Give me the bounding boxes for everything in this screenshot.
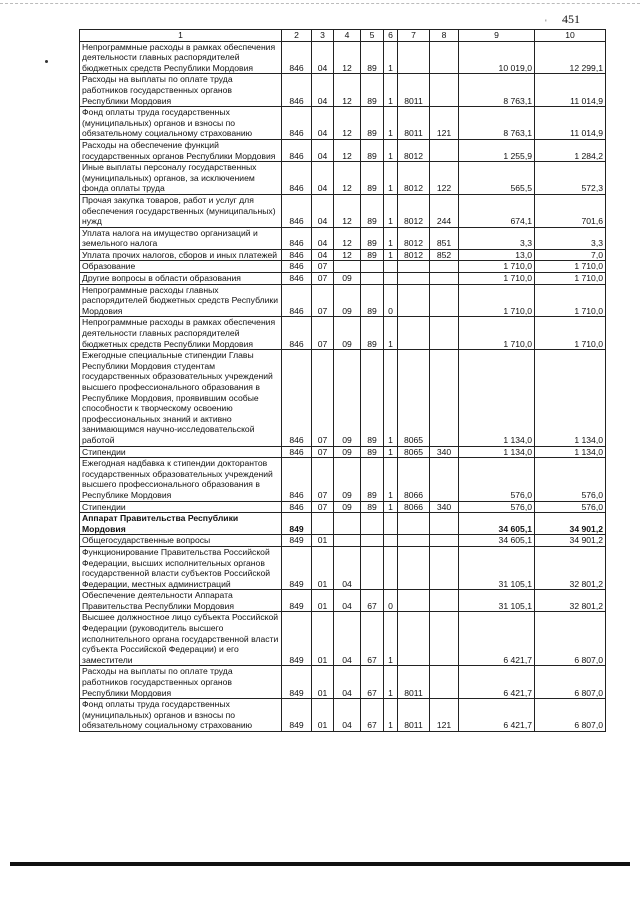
table-row [80,699,606,732]
subsection-cell: 12 [334,41,361,74]
item-name-cell: Обеспечение деятельности Аппарата Правительства Республики Мордовия [80,590,282,612]
gr-code-cell: 846 [282,139,312,161]
program-cell: 89 [361,446,384,458]
article-cell [398,261,430,273]
section-cell: 01 [312,546,334,589]
gr-code-cell: 846 [282,284,312,317]
amount-year2-cell: 3,3 [535,227,606,249]
amount-year1-cell: 10 019,0 [459,41,535,74]
subsection-cell: 09 [334,501,361,513]
item-name-cell: Стипендии [80,501,282,513]
expense-type-cell [430,535,459,547]
expense-type-cell [430,458,459,501]
gr-code-cell: 849 [282,590,312,612]
article-cell: 8065 [398,350,430,446]
gr-code-cell: 849 [282,666,312,699]
item-name-cell: Другие вопросы в области образования [80,273,282,285]
subprogram-cell: 1 [384,249,398,261]
program-cell: 89 [361,74,384,107]
gr-code-cell: 846 [282,501,312,513]
amount-year1-cell: 576,0 [459,501,535,513]
section-cell: 04 [312,41,334,74]
item-name-cell: Высшее должностное лицо субъекта Российской Федерации (руководитель высшего исполнительного органа государственной власти субъекта Российской Федерации) и его заместители [80,612,282,666]
program-cell: 89 [361,162,384,195]
item-name-cell: Непрограммные расходы в рамках обеспечения деятельности главных распорядителей бюджетных средств Республики Мордовия [80,317,282,350]
program-cell [361,535,384,547]
program-cell: 89 [361,458,384,501]
item-name-cell: Общегосударственные вопросы [80,535,282,547]
subprogram-cell: 1 [384,107,398,140]
gr-code-cell: 846 [282,261,312,273]
gr-code-cell: 849 [282,699,312,732]
scan-top-edge [0,3,640,4]
amount-year2-cell: 7,0 [535,249,606,261]
gr-code-cell: 846 [282,249,312,261]
subsection-cell: 04 [334,590,361,612]
expense-type-cell [430,513,459,535]
header-cell: 5 [361,30,384,42]
program-cell [361,546,384,589]
table-row [80,194,606,227]
article-cell [398,317,430,350]
program-cell: 89 [361,194,384,227]
program-cell: 67 [361,699,384,732]
gr-code-cell: 846 [282,446,312,458]
section-cell: 07 [312,350,334,446]
table-row [80,107,606,140]
article-cell: 8012 [398,162,430,195]
expense-type-cell [430,590,459,612]
header-cell: 10 [535,30,606,42]
subsection-cell: 04 [334,546,361,589]
amount-year2-cell: 11 014,9 [535,74,606,107]
gr-code-cell: 846 [282,458,312,501]
amount-year1-cell: 6 421,7 [459,699,535,732]
item-name-cell: Фонд оплаты труда государственных (муниципальных) органов и взносы по обязательному социальному страхованию [80,107,282,140]
program-cell: 89 [361,41,384,74]
amount-year2-cell: 6 807,0 [535,699,606,732]
section-cell: 07 [312,458,334,501]
subprogram-cell: 0 [384,284,398,317]
table-row [80,446,606,458]
gr-code-cell: 849 [282,612,312,666]
table-row [80,284,606,317]
subsection-cell: 09 [334,273,361,285]
table-row [80,612,606,666]
subsection-cell: 12 [334,249,361,261]
amount-year2-cell: 32 801,2 [535,590,606,612]
gr-code-cell: 846 [282,273,312,285]
amount-year1-cell: 13,0 [459,249,535,261]
table-row [80,546,606,589]
amount-year1-cell: 565,5 [459,162,535,195]
subsection-cell: 09 [334,446,361,458]
subsection-cell: 04 [334,666,361,699]
subprogram-cell: 1 [384,501,398,513]
table-row [80,666,606,699]
gr-code-cell: 849 [282,535,312,547]
amount-year1-cell: 1 255,9 [459,139,535,161]
subsection-cell: 09 [334,317,361,350]
program-cell: 89 [361,317,384,350]
expense-type-cell: 851 [430,227,459,249]
amount-year1-cell: 8 763,1 [459,74,535,107]
amount-year2-cell: 6 807,0 [535,666,606,699]
subsection-cell: 12 [334,74,361,107]
expense-type-cell [430,261,459,273]
expense-type-cell: 121 [430,107,459,140]
amount-year2-cell: 6 807,0 [535,612,606,666]
margin-dot [45,60,48,63]
gr-code-cell: 846 [282,317,312,350]
article-cell [398,41,430,74]
table-row [80,317,606,350]
amount-year2-cell: 701,6 [535,194,606,227]
item-name-cell: Образование [80,261,282,273]
amount-year2-cell: 1 710,0 [535,273,606,285]
subprogram-cell [384,513,398,535]
subprogram-cell: 1 [384,446,398,458]
amount-year2-cell: 34 901,2 [535,513,606,535]
item-name-cell: Непрограммные расходы главных распорядителей бюджетных средств Республики Мордовия [80,284,282,317]
item-name-cell: Расходы на выплаты по оплате труда работников государственных органов Республики Мордовия [80,74,282,107]
amount-year1-cell: 3,3 [459,227,535,249]
subprogram-cell: 1 [384,162,398,195]
expense-type-cell: 244 [430,194,459,227]
subprogram-cell: 1 [384,666,398,699]
subprogram-cell: 1 [384,458,398,501]
amount-year2-cell: 11 014,9 [535,107,606,140]
section-cell: 04 [312,162,334,195]
item-name-cell: Прочая закупка товаров, работ и услуг для обеспечения государственных (муниципальных) нужд [80,194,282,227]
item-name-cell: Аппарат Правительства Республики Мордовия [80,513,282,535]
expense-type-cell: 121 [430,699,459,732]
amount-year1-cell: 6 421,7 [459,612,535,666]
subsection-cell: 04 [334,612,361,666]
table-row [80,501,606,513]
section-cell: 07 [312,261,334,273]
gr-code-cell: 846 [282,162,312,195]
item-name-cell: Уплата налога на имущество организаций и земельного налога [80,227,282,249]
amount-year2-cell: 32 801,2 [535,546,606,589]
amount-year1-cell: 1 134,0 [459,350,535,446]
article-cell [398,546,430,589]
subsection-cell: 12 [334,162,361,195]
amount-year2-cell: 1 710,0 [535,284,606,317]
header-cell: 7 [398,30,430,42]
article-cell [398,590,430,612]
header-cell: 3 [312,30,334,42]
header-cell: 2 [282,30,312,42]
subsection-cell: 09 [334,350,361,446]
amount-year1-cell: 1 134,0 [459,446,535,458]
subsection-cell: 09 [334,458,361,501]
section-cell: 07 [312,284,334,317]
program-cell: 89 [361,249,384,261]
expense-type-cell: 340 [430,446,459,458]
section-cell: 01 [312,535,334,547]
article-cell: 8066 [398,501,430,513]
amount-year2-cell: 12 299,1 [535,41,606,74]
subsection-cell: 04 [334,699,361,732]
section-cell: 01 [312,666,334,699]
item-name-cell: Иные выплаты персоналу государственных (муниципальных) органов, за исключением фонда оплаты труда [80,162,282,195]
expense-type-cell [430,317,459,350]
subsection-cell: 12 [334,107,361,140]
item-name-cell: Уплата прочих налогов, сборов и иных платежей [80,249,282,261]
scan-bottom-edge [10,862,630,866]
article-cell: 8012 [398,139,430,161]
page-number: 451 [562,12,580,26]
section-cell: 01 [312,590,334,612]
amount-year1-cell: 6 421,7 [459,666,535,699]
section-cell: 07 [312,446,334,458]
subprogram-cell: 1 [384,74,398,107]
expense-type-cell: 852 [430,249,459,261]
amount-year2-cell: 1 134,0 [535,350,606,446]
subprogram-cell [384,273,398,285]
expense-type-cell [430,74,459,107]
gr-code-cell: 846 [282,194,312,227]
program-cell: 89 [361,284,384,317]
amount-year2-cell: 572,3 [535,162,606,195]
expense-type-cell: 122 [430,162,459,195]
header-cell: 8 [430,30,459,42]
item-name-cell: Стипендии [80,446,282,458]
table-row [80,74,606,107]
amount-year2-cell: 576,0 [535,458,606,501]
subprogram-cell: 1 [384,194,398,227]
amount-year1-cell: 31 105,1 [459,546,535,589]
article-cell: 8011 [398,74,430,107]
subprogram-cell: 1 [384,41,398,74]
expense-type-cell [430,666,459,699]
amount-year1-cell: 1 710,0 [459,284,535,317]
section-cell: 07 [312,317,334,350]
item-name-cell: Расходы на обеспечение функций государственных органов Республики Мордовия [80,139,282,161]
table-row [80,458,606,501]
section-cell: 04 [312,249,334,261]
header-cell: 1 [80,30,282,42]
section-cell: 04 [312,227,334,249]
article-cell: 8011 [398,666,430,699]
gr-code-cell: 846 [282,107,312,140]
table-row [80,261,606,273]
amount-year1-cell: 674,1 [459,194,535,227]
subprogram-cell: 1 [384,317,398,350]
budget-table [79,29,606,732]
program-cell [361,261,384,273]
gr-code-cell: 849 [282,513,312,535]
article-cell: 8066 [398,458,430,501]
section-cell: 07 [312,273,334,285]
table-row [80,162,606,195]
amount-year2-cell: 1 284,2 [535,139,606,161]
section-cell: 04 [312,194,334,227]
subsection-cell: 12 [334,227,361,249]
expense-type-cell [430,284,459,317]
program-cell: 89 [361,107,384,140]
amount-year1-cell: 31 105,1 [459,590,535,612]
program-cell: 67 [361,590,384,612]
article-cell [398,273,430,285]
subsection-cell [334,261,361,273]
subprogram-cell: 1 [384,699,398,732]
amount-year1-cell: 34 605,1 [459,513,535,535]
item-name-cell: Ежегодные специальные стипендии Главы Республики Мордовия студентам государственных образовательных учреждений высшего профессионального образования в Республике Мордовия, проявившим особые способности к творческому освоению профессиональных знаний и активно занимающимся научно-исследовательской работой [80,350,282,446]
table-row [80,41,606,74]
expense-type-cell [430,273,459,285]
table-row [80,249,606,261]
expense-type-cell [430,546,459,589]
subprogram-cell: 1 [384,227,398,249]
article-cell: 8012 [398,194,430,227]
header-cell: 6 [384,30,398,42]
amount-year2-cell: 1 710,0 [535,317,606,350]
section-cell: 07 [312,501,334,513]
subprogram-cell: 0 [384,590,398,612]
program-cell: 89 [361,350,384,446]
program-cell: 89 [361,139,384,161]
item-name-cell: Функционирование Правительства Российской Федерации, высших исполнительных органов государственной власти субъектов Российской Федерации, местных администраций [80,546,282,589]
subsection-cell [334,513,361,535]
section-cell: 01 [312,699,334,732]
subprogram-cell: 1 [384,350,398,446]
article-cell [398,513,430,535]
header-cell: 9 [459,30,535,42]
subprogram-cell [384,546,398,589]
article-cell: 8065 [398,446,430,458]
expense-type-cell [430,612,459,666]
program-cell: 67 [361,666,384,699]
subprogram-cell: 1 [384,139,398,161]
amount-year1-cell: 34 605,1 [459,535,535,547]
amount-year2-cell: 34 901,2 [535,535,606,547]
table-row [80,513,606,535]
section-cell: 04 [312,107,334,140]
amount-year1-cell: 1 710,0 [459,317,535,350]
table-row [80,535,606,547]
expense-type-cell [430,350,459,446]
subsection-cell [334,535,361,547]
item-name-cell: Ежегодная надбавка к стипендии докторантов государственных образовательных учреждений высшего профессионального образования в Республике Мордовия [80,458,282,501]
program-cell [361,273,384,285]
article-cell: 8012 [398,227,430,249]
gr-code-cell: 846 [282,74,312,107]
article-cell: 8011 [398,107,430,140]
article-cell [398,612,430,666]
amount-year1-cell: 576,0 [459,458,535,501]
program-cell [361,513,384,535]
amount-year2-cell: 1 710,0 [535,261,606,273]
gr-code-cell: 846 [282,227,312,249]
expense-type-cell: 340 [430,501,459,513]
pencil-tick-mark: ʹ [545,18,547,28]
expense-type-cell [430,41,459,74]
section-cell: 01 [312,612,334,666]
article-cell [398,535,430,547]
table-row [80,273,606,285]
subprogram-cell: 1 [384,612,398,666]
program-cell: 89 [361,227,384,249]
amount-year2-cell: 576,0 [535,501,606,513]
amount-year1-cell: 8 763,1 [459,107,535,140]
header-cell: 4 [334,30,361,42]
table-row [80,227,606,249]
table-row [80,590,606,612]
section-cell: 04 [312,74,334,107]
table-body [80,41,606,731]
item-name-cell: Расходы на выплаты по оплате труда работников государственных органов Республики Мордовия [80,666,282,699]
gr-code-cell: 849 [282,546,312,589]
table-row [80,350,606,446]
gr-code-cell: 846 [282,350,312,446]
subsection-cell: 12 [334,194,361,227]
amount-year1-cell: 1 710,0 [459,273,535,285]
expense-type-cell [430,139,459,161]
article-cell: 8012 [398,249,430,261]
item-name-cell: Непрограммные расходы в рамках обеспечения деятельности главных распорядителей бюджетных средств Республики Мордовия [80,41,282,74]
table-row [80,139,606,161]
item-name-cell: Фонд оплаты труда государственных (муниципальных) органов и взносы по обязательному социальному страхованию [80,699,282,732]
article-cell: 8011 [398,699,430,732]
subsection-cell: 12 [334,139,361,161]
header-row [80,30,606,42]
amount-year1-cell: 1 710,0 [459,261,535,273]
program-cell: 67 [361,612,384,666]
subprogram-cell [384,261,398,273]
amount-year2-cell: 1 134,0 [535,446,606,458]
gr-code-cell: 846 [282,41,312,74]
subprogram-cell [384,535,398,547]
article-cell [398,284,430,317]
subsection-cell: 09 [334,284,361,317]
section-cell [312,513,334,535]
section-cell: 04 [312,139,334,161]
program-cell: 89 [361,501,384,513]
